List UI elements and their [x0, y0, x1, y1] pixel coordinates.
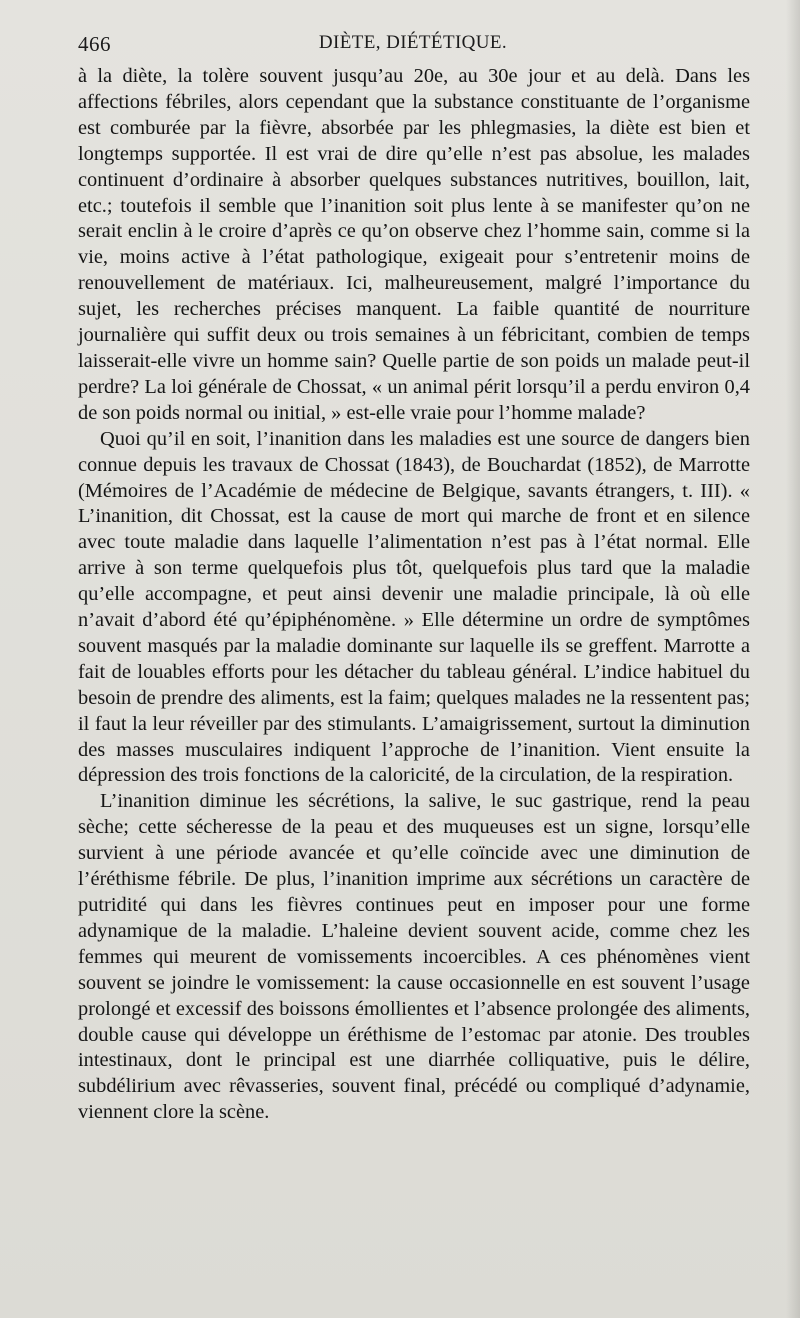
- page-header: [78, 28, 748, 62]
- running-title: DIÈTE, DIÉTÉTIQUE.: [318, 32, 508, 53]
- body-text: [78, 64, 750, 1126]
- page-number: 466: [78, 32, 111, 56]
- paragraph-continuation: à la diète, la tolère souvent jusqu’au 20e, au 30e jour et au delà. Dans les affections fébriles, alors cependant que la substance constituante de l’organisme est comburée par la fièvre, absorbée par les phlegmasies, la diète est bien et longtemps supportée. Il est vrai de dire qu’elle n’est pas absolue, les malades continuent d’ordinaire à absorber quelques substances nutritives, bouillon, lait, etc.; toutefois il semble que l’inanition soit plus lente à se manifester qu’on ne serait enclin à le croire d’après ce qu’on observe chez l’homme sain, comme si la vie, moins active à l’état pathologique, exigeait pour s’entretenir moins de renouvellement de matériaux. Ici, malheureusement, malgré l’importance du sujet, les recherches précises manquent. La faible quantité de nourriture journalière qui suffit deux ou trois semaines à un fébricitant, combien de temps laisserait-elle vivre un homme sain? Quelle partie de son poids un malade peut-il perdre? La loi générale de Chossat, « un animal périt lorsqu’il a perdu environ 0,4 de son poids normal ou initial, » est-elle vraie pour l’homme malade?: [78, 65, 750, 424]
- paragraph-inanition-secretions: L’inanition diminue les sécrétions, la salive, le suc gastrique, rend la peau sèche; cette sécheresse de la peau et des muqueuses est un signe, lorsqu’elle survient à une période avancée et qu’elle coïncide avec une diminution de l’éréthisme fébrile. De plus, l’inanition imprime aux sécrétions un caractère de putridité qui dans les fièvres continues peut en imposer pour une forme adynamique de la maladie. L’haleine devient souvent acide, comme chez les femmes qui meurent de vomissements incoercibles. A ces phénomènes vient souvent se joindre le vomissement: la cause occasionnelle en est souvent l’usage prolongé et excessif des boissons émollientes et l’absence prolongée des aliments, double cause qui développe un éréthisme de l’estomac par atonie. Des troubles intestinaux, dont le principal est une diarrhée colliquative, puis le délire, subdélirium avec rêvasseries, souvent final, précédé ou compliqué d’adynamie, viennent clore la scène.: [78, 790, 750, 1124]
- paragraph-inanition-dangers: Quoi qu’il en soit, l’inanition dans les maladies est une source de dangers bien connue depuis les travaux de Chossat (1843), de Bouchardat (1852), de Marrotte (Mémoires de l’Académie de médecine de Belgique, savants étrangers, t. III). « L’inanition, dit Chossat, est la cause de mort qui marche de front et en silence avec toute maladie dans laquelle l’alimentation n’est pas à l’état normal. Elle arrive à son terme quelquefois plus tôt, quelquefois plus tard que la maladie qu’elle accompagne, et peut ainsi devenir une maladie principale, là où elle n’avait d’abord été qu’épiphénomène. » Elle détermine un ordre de symptômes souvent masqués par la maladie dominante sur laquelle ils se greffent. Marrotte a fait de louables efforts pour les détacher du tableau général. L’indice habituel du besoin de prendre des aliments, est la faim; quelques malades ne la ressentent pas; il faut la leur réveiller par des stimulants. L’amaigrissement, surtout la diminution des masses musculaires indiquent l’approche de l’inanition. Vient ensuite la dépression des trois fonctions de la caloricité, de la circulation, de la respiration.: [78, 427, 750, 787]
- page-edge-shadow: [786, 0, 800, 1318]
